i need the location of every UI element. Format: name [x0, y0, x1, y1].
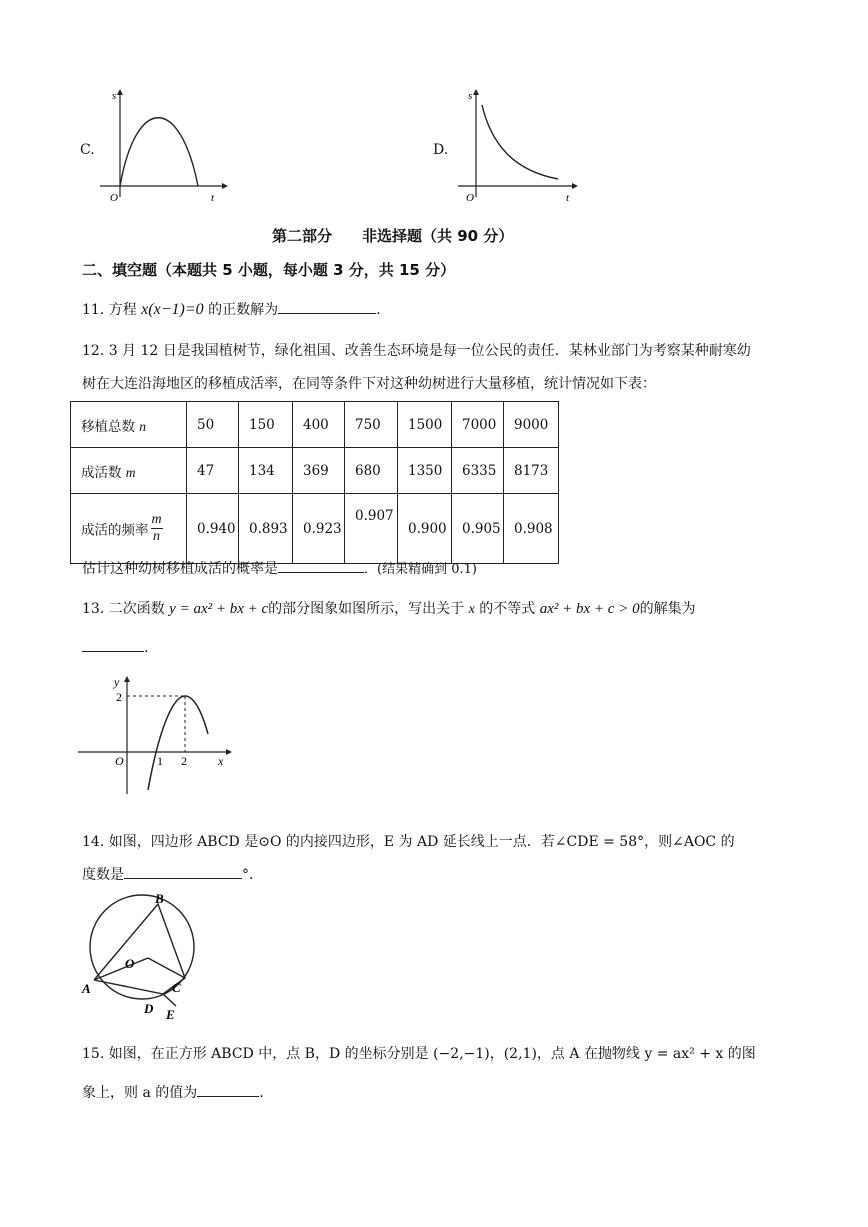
question-11: [82, 299, 381, 319]
row1-header: 移植总数 n: [71, 402, 187, 448]
q13-y-tick-2: 2: [116, 690, 122, 704]
table-cell: 7000: [452, 402, 504, 448]
c-axis-s: s: [112, 90, 117, 102]
q13-middle: 的部分图象如图所示，写出关于: [268, 601, 465, 617]
q14-circle-diagram: [78, 892, 208, 1022]
table-cell: 134: [239, 448, 293, 494]
q13-inequality: ax² + bx + c > 0: [539, 601, 640, 617]
q13-answer-blank[interactable]: [82, 637, 144, 652]
q13-function: y = ax² + bx + c: [169, 601, 269, 617]
q13-y-label: y: [114, 675, 120, 689]
q13-parabola-graph: [78, 672, 238, 794]
q15-line2-suffix: ．: [259, 1085, 274, 1101]
q14-line1: 14. 如图，四边形 ABCD 是⊙O 的内接四边形，E 为 AD 延长线上一点．若∠CDE = 58°，则∠AOC 的: [82, 834, 735, 850]
option-d-graph: [456, 85, 580, 207]
table-cell: 47: [187, 448, 239, 494]
table-cell: 369: [293, 448, 345, 494]
table-cell: 750: [345, 402, 398, 448]
c-origin: O: [110, 192, 118, 204]
q15-line2-prefix: 象上，则 a 的值为: [82, 1085, 198, 1101]
table-cell: 0.940: [187, 494, 239, 564]
table-cell: 0.907: [345, 494, 398, 564]
table-cell: 1350: [398, 448, 452, 494]
option-d-label: D.: [433, 142, 449, 158]
table-row: [71, 494, 559, 564]
d-origin: O: [466, 192, 474, 204]
q13-x-label: x: [218, 754, 224, 768]
table-cell: 0.923: [293, 494, 345, 564]
q12-estimate-suffix: ．(结果精确到 0.1): [364, 562, 477, 577]
q12-estimate-prefix: 估计这种幼树移植成活的概率是: [82, 561, 278, 577]
table-cell: 400: [293, 402, 345, 448]
q14-label-a: A: [82, 981, 91, 996]
option-c-graph: [98, 85, 228, 207]
table-cell: 9000: [504, 402, 559, 448]
q15-line2: [82, 1082, 273, 1102]
q12-line2: 树在大连沿海地区的移植成活率，在同等条件下对这种幼树进行大量移植，统计情况如下表：: [82, 376, 656, 392]
q14-line2-suffix: °．: [242, 867, 263, 883]
q11-equation: x(x−1)=0: [141, 301, 204, 318]
table-row: [71, 448, 559, 494]
q11-answer-blank[interactable]: [278, 299, 376, 314]
table-cell: 6335: [452, 448, 504, 494]
q13-origin: O: [115, 754, 124, 768]
d-axis-t: t: [566, 192, 570, 204]
option-c-label: C.: [80, 142, 95, 158]
q15-line1: 15. 如图，在正方形 ABCD 中，点 B，D 的坐标分别是 (−2,−1)，(2,1)，点 A 在抛物线 y = ax² + x 的图: [82, 1046, 756, 1062]
q13-answer-line: [82, 637, 148, 656]
row3-header: 成活的频率 $\frac{m}{n}$: [71, 494, 187, 564]
c-axis-t: t: [211, 192, 215, 204]
q14-extension-de: [163, 994, 176, 1006]
q14-label-c: C: [172, 980, 181, 995]
question-13: [82, 598, 696, 618]
q13-end: .: [144, 640, 149, 656]
table-cell: 150: [239, 402, 293, 448]
q14-answer-blank[interactable]: [124, 864, 242, 879]
table-cell: 680: [345, 448, 398, 494]
q12-answer-blank[interactable]: [278, 558, 364, 573]
q14-label-d: D: [144, 1001, 154, 1016]
section-heading: 二、填空题（本题共 5 小题，每小题 3 分，共 15 分）: [82, 261, 456, 279]
q14-label-b: B: [155, 892, 164, 906]
table-cell: 0.905: [452, 494, 504, 564]
q13-parabola: [148, 696, 208, 790]
q13-x-tick-1: 1: [157, 754, 163, 768]
table-cell: 1500: [398, 402, 452, 448]
row2-header: 成活数 m: [71, 448, 187, 494]
q14-label-e: E: [166, 1007, 175, 1022]
d-axis-s: s: [468, 90, 473, 102]
table-row: [71, 402, 559, 448]
q14-line2: [82, 864, 263, 884]
transplant-table: [70, 401, 559, 564]
fraction-denominator: n: [153, 529, 160, 544]
q12-line1: 12. 3 月 12 日是我国植树节，绿化祖国、改善生态环境是每一位公民的责任．某林业部门为考察某种耐寒幼: [82, 343, 751, 359]
table-cell: 50: [187, 402, 239, 448]
q13-middle2: 的不等式: [479, 601, 536, 617]
d-curve: [482, 105, 558, 179]
part-heading: 第二部分 非选择题（共 90 分）: [272, 227, 514, 245]
q11-prefix: 11. 方程: [82, 302, 137, 318]
q14-line-ao: [94, 958, 148, 980]
table-cell: 8173: [504, 448, 559, 494]
q14-label-o: O: [125, 956, 135, 971]
q13-suffix: 的解集为: [639, 601, 696, 617]
q11-end: .: [376, 302, 381, 318]
c-curve: [120, 118, 198, 186]
fraction-numerator: m: [151, 512, 162, 527]
q13-prefix: 13. 二次函数: [82, 601, 165, 617]
q12-estimate: [82, 558, 477, 578]
table-cell: 0.893: [239, 494, 293, 564]
q15-answer-blank[interactable]: [197, 1082, 259, 1097]
table-cell: 0.908: [504, 494, 559, 564]
table-cell: 0.900: [398, 494, 452, 564]
q11-suffix: 的正数解为: [208, 302, 279, 318]
q13-x-tick-2: 2: [181, 754, 187, 768]
q13-var: x: [468, 602, 475, 617]
q14-line2-prefix: 度数是: [82, 867, 124, 883]
